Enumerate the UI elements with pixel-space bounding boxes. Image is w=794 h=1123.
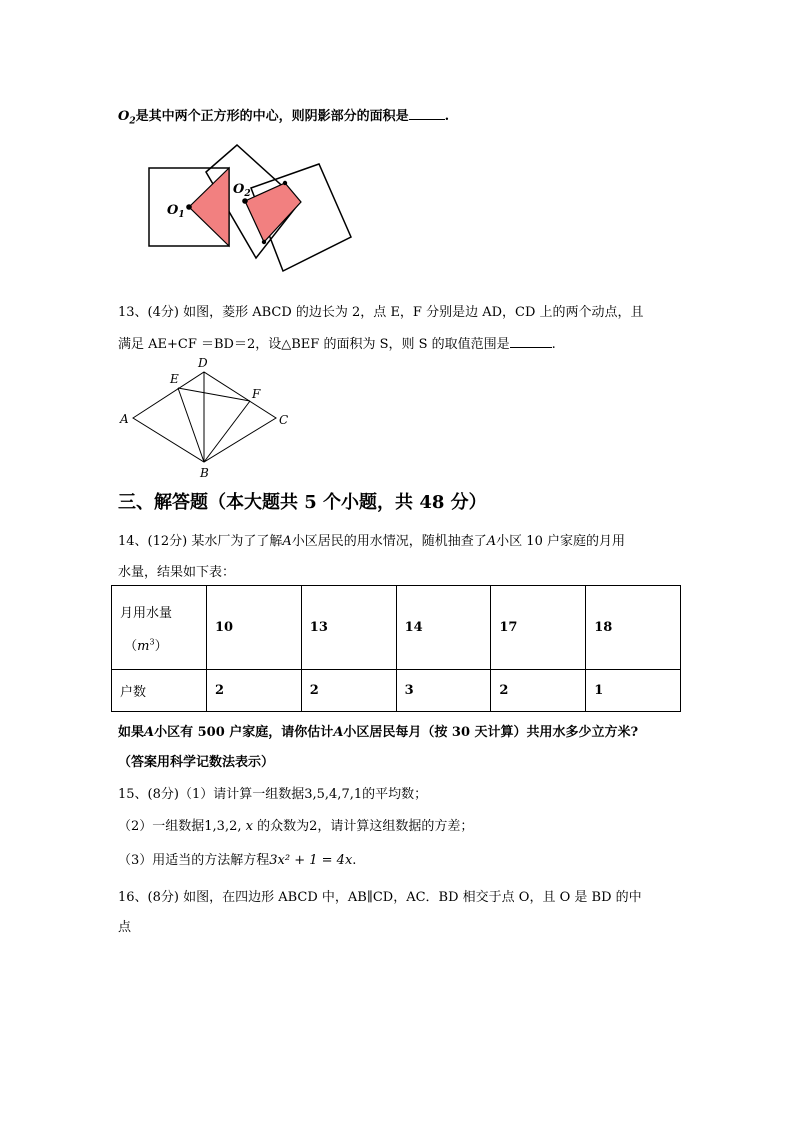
o2-symbol: $O_2$ [118, 109, 136, 127]
header-cell-monthly-water: 月用水量 $(m^3)$ [112, 586, 207, 670]
segment-bf [204, 401, 250, 462]
table-cell: 13 [301, 586, 396, 670]
header-cell-households: 户数 [112, 670, 207, 712]
table-row [112, 586, 681, 670]
table-cell: 2 [491, 670, 586, 712]
section-3-heading: 三、解答题（本大题共 5 个小题，共 48 分） [118, 492, 487, 513]
table-row [112, 670, 681, 712]
answer-blank [409, 107, 445, 120]
rhombus-figure [115, 355, 295, 480]
table-cell: 18 [586, 586, 681, 670]
table-cell: 1 [586, 670, 681, 712]
q14-after-line-2: （答案用科学记数法表示） [118, 755, 275, 770]
q13-line-2: 满足 AE+CF ＝BD＝2，设△BEF 的面积为 S，则 S 的取值范围是 . [118, 337, 556, 352]
q14-line-2: 水量，结果如下表： [118, 565, 236, 580]
overlapping-squares-figure [140, 140, 360, 275]
label-c: C [279, 413, 289, 427]
equation: 3x² + 1 = 4x [269, 853, 353, 868]
intersection-point-bottom [262, 240, 266, 244]
q12-text-line: $O_2$是其中两个正方形的中心，则阴影部分的面积是 . [118, 109, 450, 127]
table-cell: 17 [491, 586, 586, 670]
point-o2 [242, 198, 248, 204]
intersection-point-top [283, 181, 287, 185]
q13-line-1: 13、(4分) 如图，菱形 ABCD 的边长为 2，点 E，F 分别是边 AD，CD 上的两个动点，且 [118, 305, 644, 320]
q16-line-2: 点 [118, 920, 132, 935]
q14-after-line-1: 如果A小区有 500 户家庭，请你估计A小区居民每月（按 30 天计算）共用水多少立方米? [118, 725, 639, 740]
q15-line-2: （2）一组数据1,3,2, x 的众数为2，请计算这组数据的方差； [118, 819, 474, 834]
point-o1 [186, 204, 192, 210]
label-b: B [200, 466, 209, 480]
table-cell: 10 [207, 586, 302, 670]
label-e: E [170, 372, 179, 386]
q14-line-1: 14、(12分) 某水厂为了了解A小区居民的用水情况，随机抽查了A小区 10 户家庭的月用 [118, 534, 625, 549]
label-o2: $O_2$ [233, 182, 251, 199]
segment-be [178, 388, 204, 462]
table-cell: 2 [301, 670, 396, 712]
table-cell: 2 [207, 670, 302, 712]
table-cell: 3 [396, 670, 491, 712]
water-usage-table [111, 585, 681, 712]
label-d: D [198, 356, 208, 370]
q16-line-1: 16、(8分) 如图，在四边形 ABCD 中，AB∥CD，AC．BD 相交于点 O，且 O 是 BD 的中 [118, 890, 642, 905]
label-f: F [252, 387, 261, 401]
table-cell: 14 [396, 586, 491, 670]
label-o1: $O_1$ [167, 203, 185, 220]
q15-line-3: （3）用适当的方法解方程3x² + 1 = 4x. [118, 853, 357, 868]
answer-blank [510, 335, 552, 348]
label-a: A [120, 412, 129, 426]
shaded-region-1 [189, 168, 229, 246]
q15-line-1: 15、(8分)（1）请计算一组数据3,5,4,7,1的平均数； [118, 787, 428, 802]
